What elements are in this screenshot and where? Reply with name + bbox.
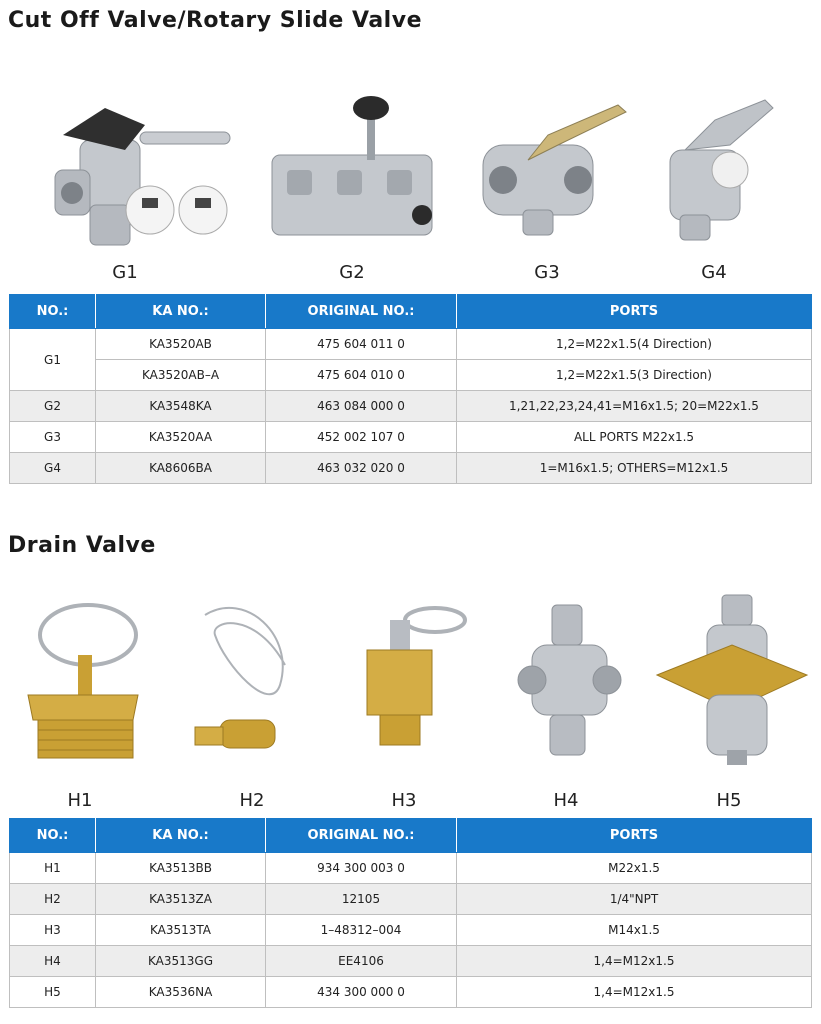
table-row — [10, 946, 812, 977]
cell-original: 1–48312–004 — [266, 915, 457, 946]
cell-ka: KA3513GG — [96, 946, 266, 977]
table-row — [10, 391, 812, 422]
cell-no: H4 — [10, 946, 96, 977]
section-title-cutoff: Cut Off Valve/Rotary Slide Valve — [8, 8, 422, 33]
caption-g4: G4 — [701, 262, 727, 283]
table-row — [10, 360, 812, 391]
cell-ports: 1,2=M22x1.5(3 Direction) — [457, 360, 812, 391]
col-header-original: ORIGINAL NO.: — [266, 819, 457, 853]
caption-g3: G3 — [534, 262, 560, 283]
cell-ports: M22x1.5 — [457, 853, 812, 884]
caption-h5: H5 — [716, 790, 742, 811]
cutoff-spec-table — [9, 294, 812, 484]
cell-ka: KA3520AB — [96, 329, 266, 360]
table-row — [10, 853, 812, 884]
cell-ka: KA3513TA — [96, 915, 266, 946]
cell-ports: 1,4=M12x1.5 — [457, 977, 812, 1008]
cell-ports: 1=M16x1.5; OTHERS=M12x1.5 — [457, 453, 812, 484]
col-header-original: ORIGINAL NO.: — [266, 295, 457, 329]
cell-no: H1 — [10, 853, 96, 884]
cell-original: 934 300 003 0 — [266, 853, 457, 884]
table-row — [10, 884, 812, 915]
cell-original: 434 300 000 0 — [266, 977, 457, 1008]
g1-valve-image — [45, 90, 235, 250]
table-row — [10, 329, 812, 360]
g2-valve-image — [262, 90, 442, 250]
table-row — [10, 422, 812, 453]
section-title-drain: Drain Valve — [8, 533, 156, 558]
drain-spec-table — [9, 818, 812, 1008]
h2-valve-image — [185, 595, 320, 765]
cell-original: 12105 — [266, 884, 457, 915]
caption-h1: H1 — [67, 790, 93, 811]
cell-no: G3 — [10, 422, 96, 453]
cell-original: EE4106 — [266, 946, 457, 977]
caption-g1: G1 — [112, 262, 138, 283]
cell-ports: 1,2=M22x1.5(4 Direction) — [457, 329, 812, 360]
col-header-no: NO.: — [10, 295, 96, 329]
cell-ka: KA3513ZA — [96, 884, 266, 915]
cell-no: H5 — [10, 977, 96, 1008]
cell-ka: KA3536NA — [96, 977, 266, 1008]
cell-original: 452 002 107 0 — [266, 422, 457, 453]
col-header-ports: PORTS — [457, 819, 812, 853]
cell-ports: M14x1.5 — [457, 915, 812, 946]
caption-h4: H4 — [553, 790, 579, 811]
table-header-row — [10, 819, 812, 853]
drain-photo-row — [0, 590, 821, 815]
cell-no: H2 — [10, 884, 96, 915]
g4-valve-image — [645, 90, 795, 250]
cell-ports: 1,21,22,23,24,41=M16x1.5; 20=M22x1.5 — [457, 391, 812, 422]
cell-original: 475 604 011 0 — [266, 329, 457, 360]
h5-valve-image — [652, 590, 812, 770]
col-header-ka: KA NO.: — [96, 295, 266, 329]
table-row — [10, 977, 812, 1008]
cell-no: G1 — [10, 329, 96, 391]
h3-valve-image — [355, 595, 470, 765]
table-row — [10, 453, 812, 484]
table-header-row — [10, 295, 812, 329]
cell-original: 463 032 020 0 — [266, 453, 457, 484]
cell-no: G4 — [10, 453, 96, 484]
cell-original: 463 084 000 0 — [266, 391, 457, 422]
cell-ka: KA3548KA — [96, 391, 266, 422]
cell-ports: 1/4"NPT — [457, 884, 812, 915]
cell-ka: KA3513BB — [96, 853, 266, 884]
col-header-ka: KA NO.: — [96, 819, 266, 853]
cell-ka: KA3520AB–A — [96, 360, 266, 391]
col-header-ports: PORTS — [457, 295, 812, 329]
caption-g2: G2 — [339, 262, 365, 283]
col-header-no: NO.: — [10, 819, 96, 853]
cutoff-photo-row — [0, 80, 821, 283]
cell-no: G2 — [10, 391, 96, 422]
caption-h2: H2 — [239, 790, 265, 811]
h4-valve-image — [512, 595, 627, 770]
cell-original: 475 604 010 0 — [266, 360, 457, 391]
cell-ports: ALL PORTS M22x1.5 — [457, 422, 812, 453]
table-row — [10, 915, 812, 946]
g3-valve-image — [468, 90, 638, 250]
h1-valve-image — [18, 595, 143, 765]
cell-ka: KA3520AA — [96, 422, 266, 453]
cell-ports: 1,4=M12x1.5 — [457, 946, 812, 977]
cell-no: H3 — [10, 915, 96, 946]
cell-ka: KA8606BA — [96, 453, 266, 484]
caption-h3: H3 — [391, 790, 417, 811]
